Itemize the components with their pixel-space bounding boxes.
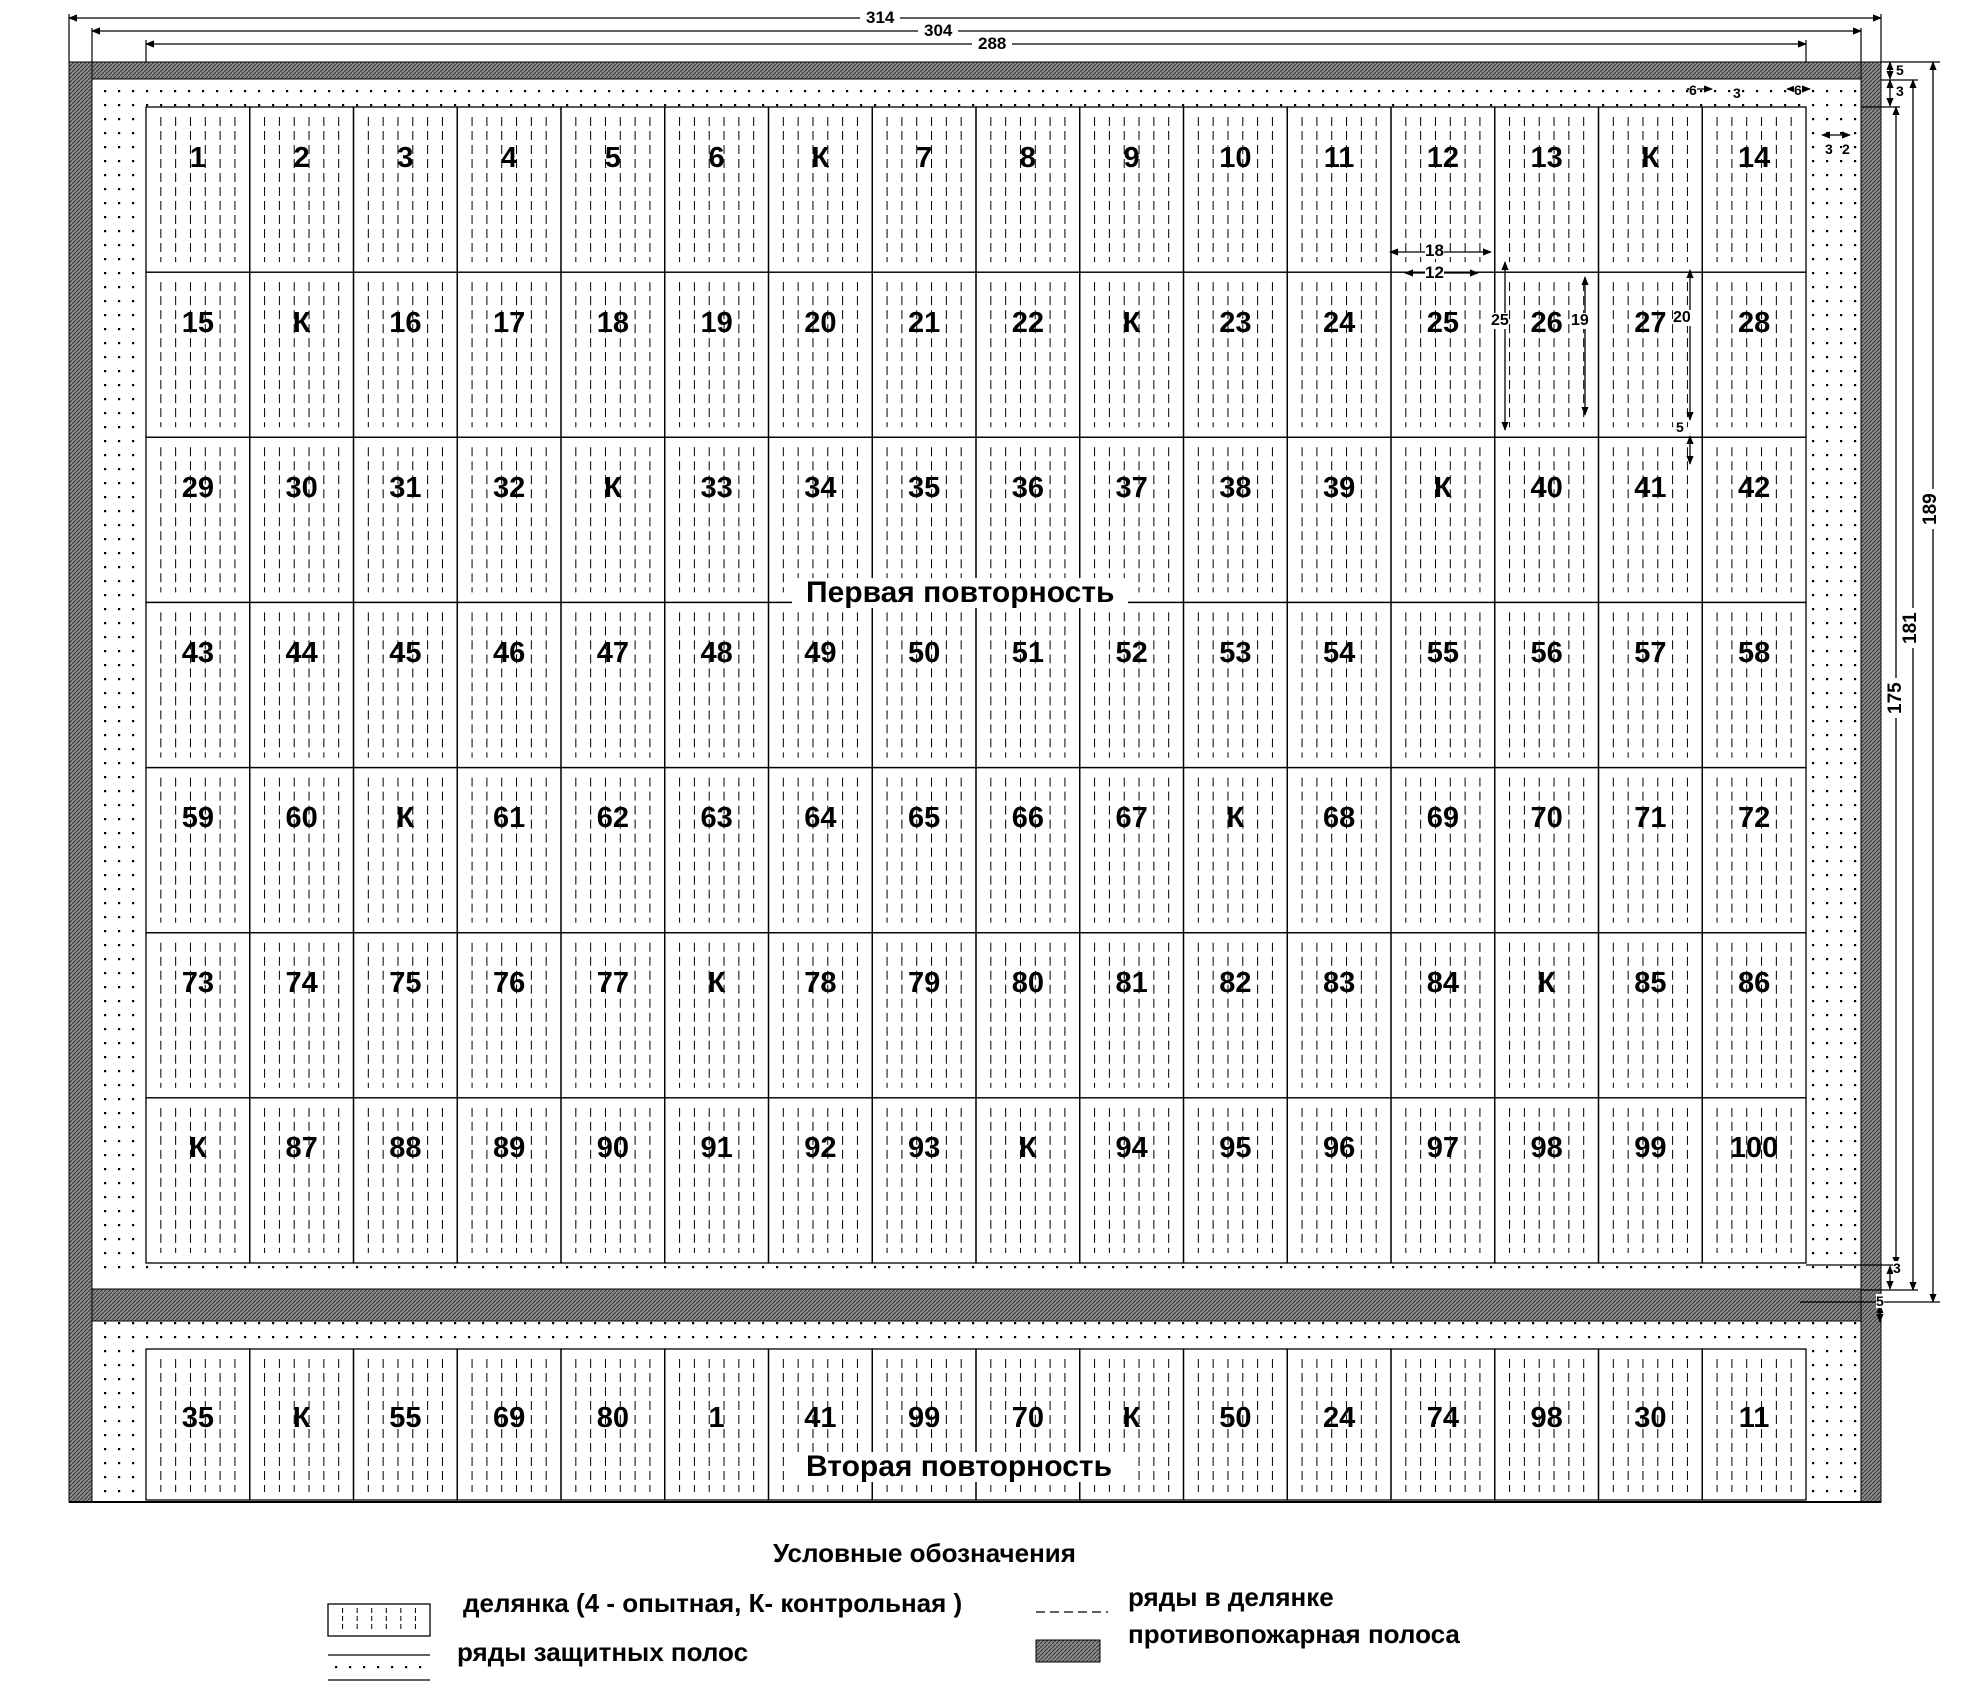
plot-label: 66 <box>1011 802 1044 835</box>
plot-label: 23 <box>1219 306 1252 339</box>
plot-label: 60 <box>285 802 318 835</box>
plot-label: 47 <box>596 637 629 669</box>
plot-label: К <box>1019 1132 1037 1165</box>
dim-total-width: 314 <box>860 9 900 26</box>
dim-plot-gap: 5 <box>1676 419 1684 435</box>
plot-label: 50 <box>907 637 941 669</box>
dim-top-margin: 3 <box>1896 83 1904 99</box>
plot-label: 45 <box>389 637 422 669</box>
plot-label: 83 <box>1322 967 1356 1000</box>
dim-side-2: 2 <box>1842 141 1850 157</box>
plot-label: 49 <box>804 637 837 669</box>
legend-protective-rows-text: ряды защитных полос <box>457 1637 749 1667</box>
replication-2-title: Вторая повторность <box>792 1452 1126 1482</box>
plot-label: 89 <box>492 1132 526 1165</box>
plot-label: 16 <box>389 306 422 339</box>
plot-label: К <box>604 471 622 504</box>
plot-label: 50 <box>1219 1402 1252 1434</box>
dim-total-height: 189 <box>1921 489 1940 529</box>
plot-label: 38 <box>1219 471 1252 504</box>
plot-label: 56 <box>1530 637 1563 669</box>
plot-label: К <box>1122 306 1141 339</box>
legend-protective-dot <box>377 1666 379 1668</box>
plot-label: 74 <box>285 967 318 1000</box>
plot-label: 55 <box>389 1402 422 1434</box>
plot-label: 52 <box>1115 637 1148 669</box>
plot-label: 8 <box>1019 141 1036 174</box>
plot-label: К <box>811 141 830 174</box>
plot-label: 86 <box>1737 967 1771 1000</box>
plot-label: 67 <box>1115 802 1148 835</box>
plot-label: 74 <box>1426 1402 1459 1434</box>
plot-label: 30 <box>285 471 318 504</box>
plot-label: 80 <box>596 1402 629 1434</box>
legend-protective-dot <box>349 1666 351 1668</box>
plot-label: 44 <box>285 637 318 669</box>
legend-title: Условные обозначения <box>773 1538 1076 1568</box>
plot-label: 13 <box>1530 141 1563 174</box>
plot-label: 72 <box>1737 802 1771 835</box>
plot-label: 26 <box>1530 306 1563 339</box>
plot-label: К <box>292 306 311 339</box>
plot-label: 76 <box>492 967 526 1000</box>
dim-bottom-strip: 5 <box>1876 1293 1884 1309</box>
legend-protective-dot <box>405 1666 407 1668</box>
plot-label: 19 <box>700 306 733 339</box>
plot-label: 20 <box>804 306 837 339</box>
plot-label: 92 <box>804 1132 837 1165</box>
plot-label: 28 <box>1737 306 1771 339</box>
plot-label: 94 <box>1115 1132 1148 1165</box>
plot-label: К <box>707 967 726 1000</box>
plot-label: 35 <box>181 1402 214 1434</box>
plot-label: 95 <box>1219 1132 1252 1165</box>
dim-plot-height-inner: 19 <box>1571 312 1589 329</box>
dim-inner-height: 175 <box>1886 678 1905 718</box>
firebreak-top <box>69 62 1881 79</box>
plot-label: 53 <box>1219 637 1252 669</box>
plot-label: 85 <box>1634 967 1667 1000</box>
plot-label: 1 <box>708 1402 725 1434</box>
plot-label: 63 <box>700 802 733 835</box>
legend-firebreak-symbol <box>1036 1640 1100 1662</box>
plot-label: 18 <box>596 306 629 339</box>
plot-label: 81 <box>1115 967 1148 1000</box>
plot-label: 84 <box>1426 967 1459 1000</box>
legend-protective-dot <box>335 1666 337 1668</box>
plot-label: 17 <box>492 306 526 339</box>
dim-plot-width-inner: 12 <box>1425 263 1444 282</box>
plot-label: К <box>1434 471 1452 504</box>
plot-label: К <box>1122 1402 1141 1434</box>
plot-label: 32 <box>492 471 526 504</box>
dim-side-6-right: 6 <box>1794 82 1802 98</box>
plot-label: 59 <box>181 802 214 835</box>
protective-strips <box>96 80 1860 1500</box>
plot-label: 69 <box>1426 802 1459 835</box>
plot-label: 73 <box>181 967 214 1000</box>
plot-label: 82 <box>1219 967 1252 1000</box>
plot-label: 57 <box>1634 637 1667 669</box>
dim-plot-height-full: 25 <box>1491 312 1509 329</box>
dim-top-strip: 5 <box>1896 62 1904 78</box>
dim-outer-width: 304 <box>918 22 958 39</box>
legend-rows-in-plot-text: ряды в делянке <box>1128 1582 1334 1612</box>
plot-label: 97 <box>1426 1132 1459 1165</box>
plot-label: К <box>1537 967 1556 1000</box>
plot-label: 98 <box>1530 1402 1563 1434</box>
plot-label: 70 <box>1530 802 1563 835</box>
plot-label: 93 <box>907 1132 941 1165</box>
plot-label: 68 <box>1322 802 1356 835</box>
plot-label: 24 <box>1322 1402 1356 1434</box>
plot-label: 42 <box>1737 471 1771 504</box>
plot-label: 80 <box>1011 967 1044 1000</box>
plot-label: 25 <box>1426 306 1459 339</box>
plot-label: 2 <box>293 141 310 174</box>
dim-inner-width: 288 <box>972 35 1012 52</box>
plot-label: 37 <box>1115 471 1148 504</box>
plot-label: 55 <box>1426 637 1459 669</box>
legend-firebreak-text: противопожарная полоса <box>1128 1619 1460 1649</box>
plot-label: 96 <box>1322 1132 1356 1165</box>
dim-side-3-2: 3 <box>1825 141 1833 157</box>
plot-label: 91 <box>700 1132 733 1165</box>
dim-side-6-left: 6 <box>1689 82 1697 98</box>
replication-1-title: Первая повторность <box>792 578 1128 608</box>
plot-label: 15 <box>181 306 214 339</box>
plot-label: 9 <box>1123 141 1140 174</box>
legend-protective-dot <box>391 1666 393 1668</box>
plot-label: 39 <box>1322 471 1356 504</box>
plot-label: 33 <box>700 471 733 504</box>
plot-label: 90 <box>596 1132 629 1165</box>
plot-label: 88 <box>389 1132 422 1165</box>
plot-label: 40 <box>1530 471 1563 504</box>
plot-label: 64 <box>804 802 837 835</box>
firebreak-middle <box>92 1289 1861 1321</box>
legend-plot-text: делянка (4 - опытная, К- контрольная ) <box>463 1588 963 1618</box>
plot-label: 36 <box>1011 471 1044 504</box>
plot-label: 62 <box>596 802 629 835</box>
dim-bottom-margin: 3 <box>1893 1260 1901 1276</box>
plot-label: 21 <box>907 306 941 339</box>
legend-plot-symbol <box>328 1604 430 1636</box>
plot-label: 14 <box>1737 141 1771 174</box>
plot-label: К <box>292 1402 311 1434</box>
plot-label: 61 <box>492 802 526 835</box>
plot-label: К <box>396 802 415 835</box>
dim-outer-height: 181 <box>1901 608 1920 648</box>
dim-side-3: 3 <box>1733 85 1741 101</box>
plot-label: 43 <box>181 637 214 669</box>
plot-label: 31 <box>389 471 422 504</box>
plot-label: 48 <box>700 637 733 669</box>
plot-label: 71 <box>1634 802 1667 835</box>
plot-label: 41 <box>804 1402 837 1434</box>
plot-label: 6 <box>708 141 725 174</box>
legend-protective-dot <box>419 1666 421 1668</box>
plot-label: 22 <box>1011 306 1044 339</box>
plot-label: 11 <box>1738 1402 1770 1434</box>
plot-label: 30 <box>1634 1402 1667 1434</box>
plot-label: 69 <box>492 1402 526 1434</box>
plot-label: 34 <box>804 471 837 504</box>
plot-label: К <box>189 1132 207 1165</box>
plot-label: 65 <box>907 802 941 835</box>
plot-label: 87 <box>285 1132 318 1165</box>
plot-label: 10 <box>1219 141 1252 174</box>
legend-protective-dot <box>363 1666 365 1668</box>
dim-plot-height-inner-b: 20 <box>1673 309 1691 326</box>
plot-label: 35 <box>907 471 941 504</box>
plot-label: 51 <box>1011 637 1044 669</box>
plot-label: 98 <box>1530 1132 1563 1165</box>
plot-label: 27 <box>1634 306 1667 339</box>
plot-label: 78 <box>804 967 837 1000</box>
plot-label: 54 <box>1322 637 1356 669</box>
plot-label: 75 <box>389 967 422 1000</box>
plot-label: 41 <box>1634 471 1667 504</box>
plot-label: 7 <box>916 141 933 174</box>
plot-label: 70 <box>1011 1402 1044 1434</box>
plot-label: 77 <box>596 967 629 1000</box>
plot-label: 46 <box>492 637 526 669</box>
firebreak-right <box>1861 62 1881 1502</box>
plot-label: 29 <box>181 471 214 504</box>
plot-label: 58 <box>1737 637 1771 669</box>
plot-label: 1 <box>189 141 206 174</box>
plot-label: 4 <box>501 141 518 174</box>
plot-label: 99 <box>1634 1132 1667 1165</box>
firebreak-left <box>69 62 92 1502</box>
dim-plot-width-full: 18 <box>1425 241 1444 260</box>
plot-label: 3 <box>397 141 414 174</box>
plot-label: К <box>1641 141 1660 174</box>
plot-label: 11 <box>1323 141 1355 174</box>
plot-label: 99 <box>907 1402 941 1434</box>
plot-label: К <box>1226 802 1245 835</box>
plot-label: 12 <box>1426 141 1459 174</box>
plot-label: 24 <box>1322 306 1356 339</box>
plot-label: 100 <box>1729 1132 1779 1165</box>
plot-label: 5 <box>604 141 621 174</box>
plot-label: 79 <box>907 967 941 1000</box>
